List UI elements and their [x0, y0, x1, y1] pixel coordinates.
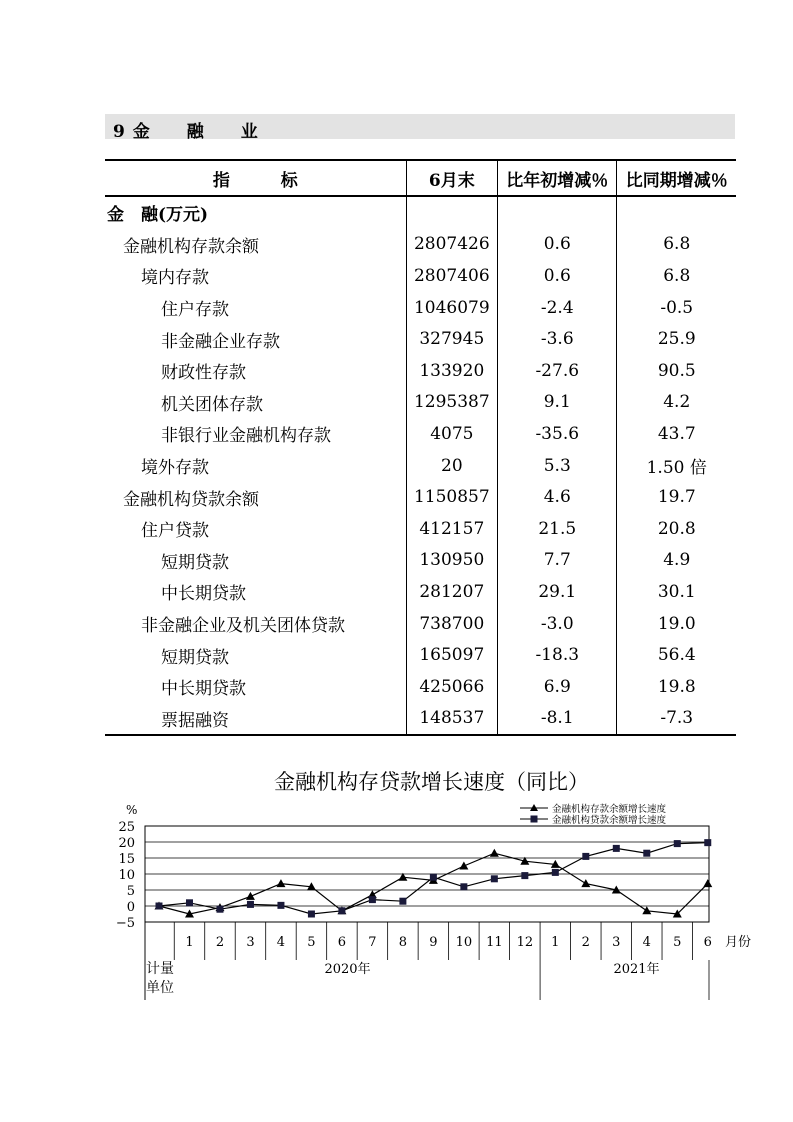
data-point-square	[491, 875, 498, 882]
header-value: 6月末	[406, 160, 497, 196]
row-yoy-change: 25.9	[617, 323, 736, 355]
table-body	[105, 196, 736, 735]
table-row	[105, 671, 736, 703]
x-tick-label: 7	[368, 935, 377, 950]
row-yoy-change	[617, 196, 736, 229]
row-ytd-change: -3.0	[498, 608, 617, 640]
x-tick-label: 9	[429, 935, 438, 950]
table-row	[105, 481, 736, 513]
table-row	[105, 418, 736, 450]
row-ytd-change: 7.7	[498, 545, 617, 577]
row-value: 2807426	[406, 229, 497, 261]
data-point-square	[247, 901, 254, 908]
x-tick-label: 11	[486, 935, 503, 950]
row-name: 金融机构贷款余额	[123, 489, 259, 510]
row-yoy-change: 19.7	[617, 481, 736, 513]
row-yoy-change: -7.3	[617, 703, 736, 736]
table-row	[105, 196, 736, 229]
row-value: 738700	[406, 608, 497, 640]
row-value: 1046079	[406, 292, 497, 324]
data-point-square	[156, 903, 163, 910]
data-point-square	[430, 874, 437, 881]
table-row	[105, 387, 736, 419]
row-ytd-change: 4.6	[498, 481, 617, 513]
table-row	[105, 576, 736, 608]
x-tick-label: 4	[276, 935, 286, 950]
finance-stats-table	[105, 159, 736, 736]
row-name: 非金融企业存款	[161, 331, 280, 352]
row-yoy-change: 1.50 倍	[617, 450, 736, 482]
row-name: 短期贷款	[161, 647, 229, 668]
deposit-loan-growth-chart	[0, 795, 793, 1010]
y-tick-label: 25	[118, 820, 135, 835]
row-name: 票据融资	[105, 703, 406, 736]
header-ytd-change: 比年初增减％	[498, 160, 617, 196]
row-yoy-change: 20.8	[617, 513, 736, 545]
x-tick-label: 1	[185, 935, 194, 950]
row-yoy-change: 6.8	[617, 260, 736, 292]
data-point-triangle	[246, 892, 255, 900]
x-tick-label: 5	[307, 935, 316, 950]
x-axis-unit-label: 月份	[724, 935, 752, 950]
y-axis-unit: %	[126, 803, 138, 817]
row-yoy-change: 30.1	[617, 576, 736, 608]
row-value	[406, 196, 497, 229]
legend-label: 金融机构贷款余额增长速度	[552, 815, 667, 826]
x-tick-label: 2	[215, 935, 225, 950]
data-point-square	[277, 902, 284, 909]
data-point-square	[643, 850, 650, 857]
unit-row-label: 计量	[146, 961, 174, 977]
table-header-row	[105, 160, 736, 196]
x-tick-label: 8	[398, 935, 408, 950]
data-point-triangle	[581, 879, 590, 887]
data-point-square	[704, 839, 711, 846]
row-name: 财政性存款	[161, 363, 246, 384]
x-tick-label: 3	[612, 935, 621, 950]
row-value: 1150857	[406, 481, 497, 513]
row-value: 2807406	[406, 260, 497, 292]
row-ytd-change: -35.6	[498, 418, 617, 450]
row-value: 327945	[406, 323, 497, 355]
row-value: 130950	[406, 545, 497, 577]
row-yoy-change: 19.8	[617, 671, 736, 703]
row-yoy-change: 4.9	[617, 545, 736, 577]
table-row	[105, 292, 736, 324]
legend-marker-square	[531, 816, 538, 823]
data-point-square	[216, 906, 223, 913]
x-tick-label: 5	[673, 935, 682, 950]
row-yoy-change: 6.8	[617, 229, 736, 261]
row-name: 中长期贷款	[161, 679, 246, 700]
row-ytd-change: 6.9	[498, 671, 617, 703]
row-value: 281207	[406, 576, 497, 608]
row-value: 165097	[406, 639, 497, 671]
x-tick-label: 3	[246, 935, 255, 950]
data-point-square	[369, 896, 376, 903]
row-yoy-change: 4.2	[617, 387, 736, 419]
row-yoy-change: 90.5	[617, 355, 736, 387]
row-name: 住户存款	[161, 300, 229, 321]
table-row	[105, 355, 736, 387]
data-point-square	[552, 869, 559, 876]
row-ytd-change: -3.6	[498, 323, 617, 355]
x-tick-label: 1	[551, 935, 560, 950]
table-row	[105, 639, 736, 671]
unit-row-label: 单位	[146, 980, 174, 996]
row-ytd-change: -2.4	[498, 292, 617, 324]
row-name: 境外存款	[141, 458, 209, 479]
data-point-square	[338, 907, 345, 914]
x-tick-label: 6	[337, 935, 347, 950]
section-header-bar	[105, 114, 735, 142]
table-row	[105, 608, 736, 640]
row-value: 1295387	[406, 387, 497, 419]
row-name: 金融机构存款余额	[123, 236, 259, 257]
table-row	[105, 260, 736, 292]
header-yoy-change: 比同期增减％	[617, 160, 736, 196]
legend-label: 金融机构存款余额增长速度	[552, 804, 667, 815]
year-label: 2020年	[324, 962, 371, 977]
data-point-triangle	[459, 862, 468, 870]
data-point-square	[308, 911, 315, 918]
table-row	[105, 513, 736, 545]
row-name: 境内存款	[141, 268, 209, 289]
row-ytd-change: 5.3	[498, 450, 617, 482]
year-label: 2021年	[613, 962, 660, 977]
row-name: 机关团体存款	[161, 394, 263, 415]
row-value: 20	[406, 450, 497, 482]
data-point-square	[582, 853, 589, 860]
x-tick-label: 2	[581, 935, 590, 950]
chart-title: 金融机构存贷款增长速度（同比）	[274, 770, 589, 794]
table-row	[105, 703, 736, 736]
y-tick-label: 0	[126, 900, 135, 915]
row-ytd-change	[498, 196, 617, 229]
row-ytd-change: 29.1	[498, 576, 617, 608]
data-point-triangle	[490, 849, 499, 857]
data-point-triangle	[276, 879, 285, 887]
row-value: 148537	[406, 703, 497, 736]
row-ytd-change: 0.6	[498, 229, 617, 261]
section-title: 9 金 融 业	[113, 122, 259, 142]
y-tick-label: −5	[115, 916, 135, 931]
header-indicator: 指 标	[105, 160, 406, 196]
y-tick-label: 20	[118, 836, 135, 851]
data-point-square	[674, 840, 681, 847]
y-tick-label: 5	[126, 884, 135, 899]
data-point-square	[613, 845, 620, 852]
row-name: 非银行业金融机构存款	[161, 426, 331, 447]
row-ytd-change: -18.3	[498, 639, 617, 671]
row-name: 中长期贷款	[161, 584, 246, 605]
row-value: 133920	[406, 355, 497, 387]
table-row	[105, 545, 736, 577]
row-yoy-change: 43.7	[617, 418, 736, 450]
x-tick-label: 12	[516, 935, 534, 950]
row-name: 金 融(万元)	[107, 205, 209, 226]
row-name: 短期贷款	[161, 552, 229, 573]
data-point-triangle	[703, 879, 712, 887]
table-row	[105, 450, 736, 482]
row-yoy-change: 56.4	[617, 639, 736, 671]
row-ytd-change: 0.6	[498, 260, 617, 292]
row-name: 住户贷款	[141, 521, 209, 542]
x-tick-label: 4	[642, 935, 651, 950]
x-tick-label: 10	[455, 935, 473, 950]
y-tick-label: 10	[118, 868, 135, 883]
row-ytd-change: 21.5	[498, 513, 617, 545]
row-value: 425066	[406, 671, 497, 703]
x-tick-label: 6	[703, 935, 712, 950]
data-point-square	[399, 898, 406, 905]
row-name: 非金融企业及机关团体贷款	[141, 616, 345, 637]
data-point-square	[186, 899, 193, 906]
row-ytd-change: 9.1	[498, 387, 617, 419]
y-tick-label: 15	[118, 852, 135, 867]
table-row	[105, 323, 736, 355]
row-yoy-change: -0.5	[617, 292, 736, 324]
row-value: 412157	[406, 513, 497, 545]
data-point-square	[521, 872, 528, 879]
table-row	[105, 229, 736, 261]
data-point-triangle	[642, 906, 651, 914]
data-point-square	[460, 883, 467, 890]
row-value: 4075	[406, 418, 497, 450]
row-ytd-change: -8.1	[498, 703, 617, 736]
row-ytd-change: -27.6	[498, 355, 617, 387]
row-yoy-change: 19.0	[617, 608, 736, 640]
